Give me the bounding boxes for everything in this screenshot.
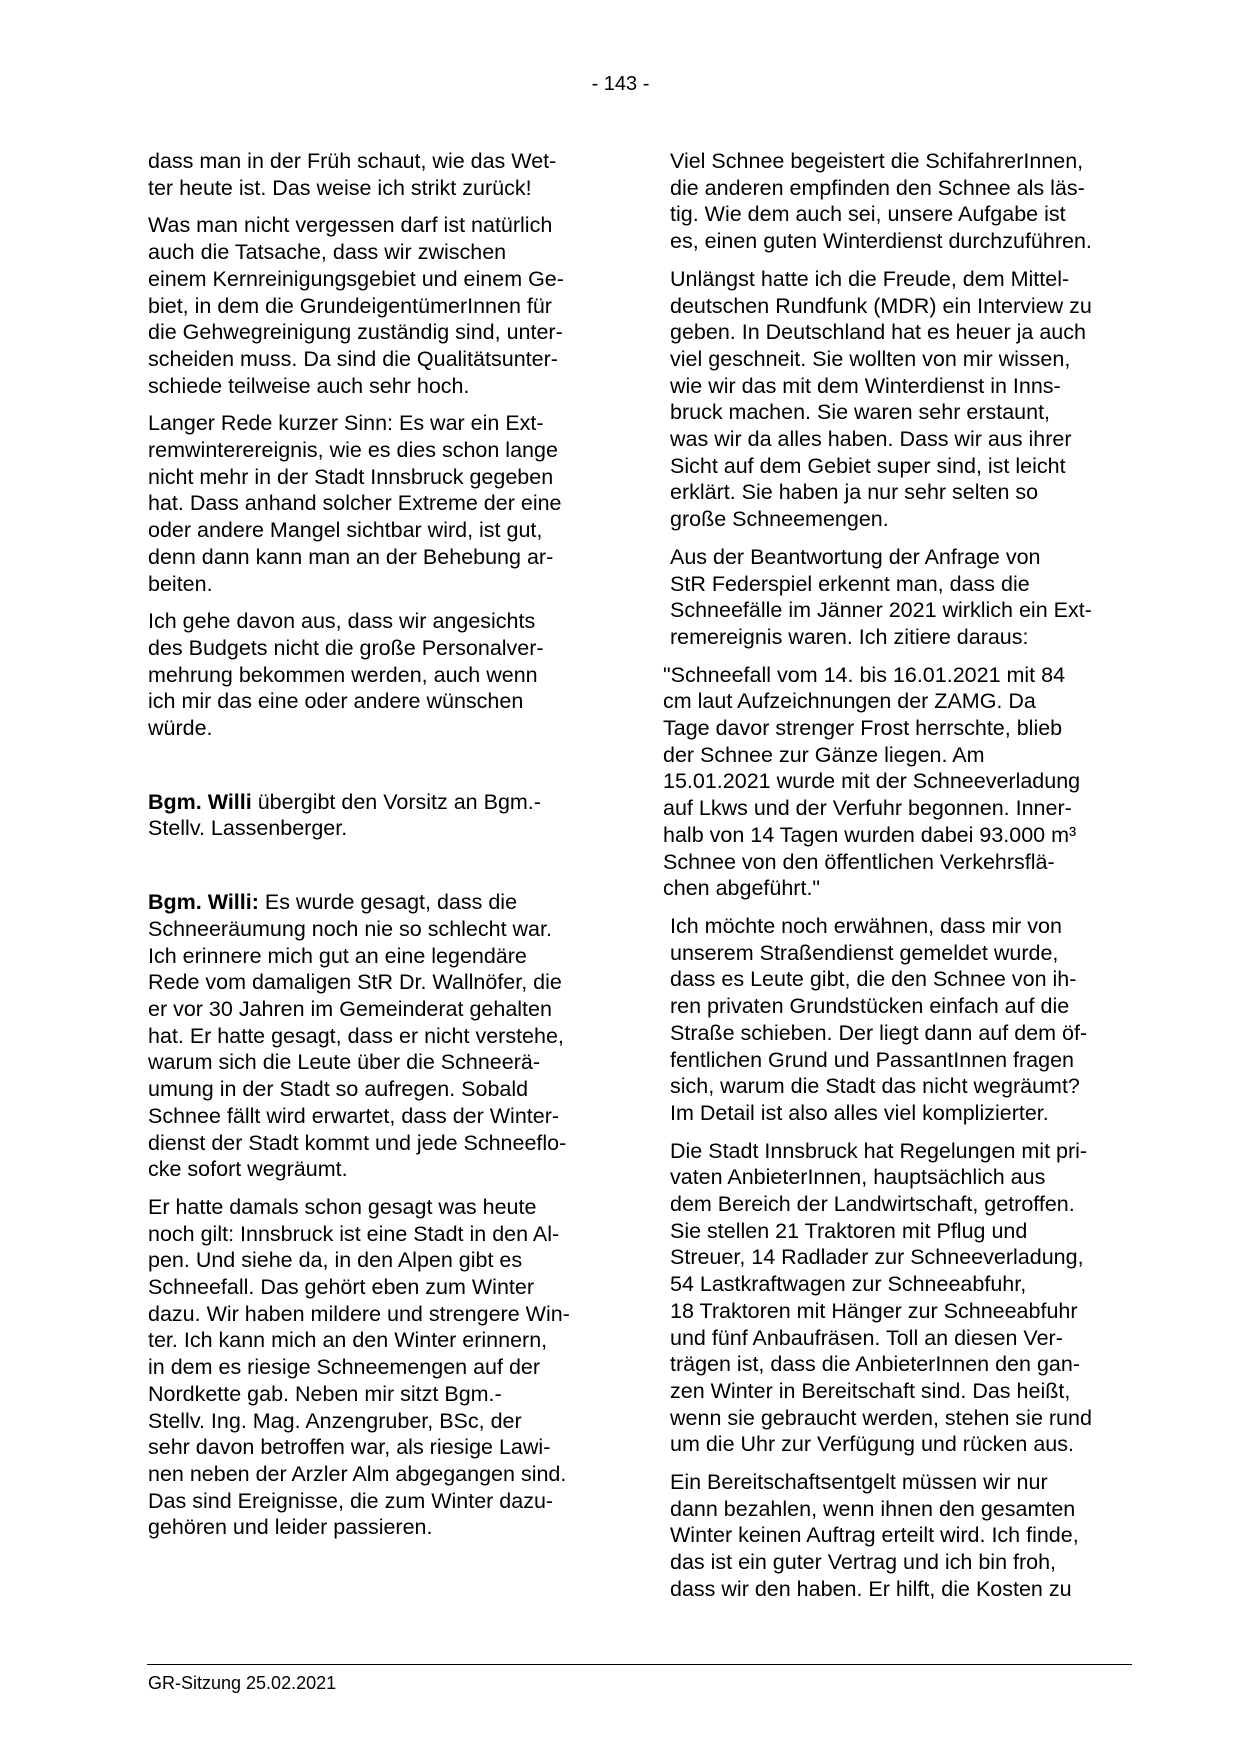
text-line: 54 Lastkraftwagen zur Schneeabfuhr, (670, 1272, 1027, 1297)
text-line: würde. (148, 716, 213, 741)
text-line: StR Federspiel erkennt man, dass die (670, 571, 1030, 596)
page-number: - 143 - (591, 73, 650, 95)
text-line: schiede teilweise auch sehr hoch. (148, 373, 470, 398)
speaker-name: Bgm. Willi: (148, 890, 259, 915)
text-line: was wir da alles haben. Dass wir aus ihrer (670, 427, 1072, 452)
text-line: zen Winter in Bereitschaft sind. Das heißt, (670, 1378, 1071, 1403)
text-line: Schneefälle im Jänner 2021 wirklich ein Ext- (670, 598, 1092, 623)
text-line: Winter keinen Auftrag erteilt wird. Ich finde, (670, 1523, 1079, 1548)
text-line: erklärt. Sie haben ja nur sehr selten so (670, 480, 1039, 505)
text-line: mehrung bekommen werden, auch wenn (148, 662, 538, 687)
text-line: ren privaten Grundstücken einfach auf die (670, 994, 1070, 1019)
text-line: dass es Leute gibt, die den Schnee von ih- (670, 967, 1077, 992)
text-line: ich mir das eine oder andere wünschen (148, 689, 524, 714)
text-line: dann bezahlen, wenn ihnen den gesamten (670, 1496, 1076, 1521)
text-line: deutschen Rundfunk (MDR) ein Interview zu (670, 293, 1092, 318)
speaker-name: Bgm. Willi (148, 789, 252, 814)
text-line: die Gehwegreinigung zuständig sind, unter- (148, 320, 563, 345)
text-line: er vor 30 Jahren im Gemeinderat gehalten (148, 996, 552, 1021)
text-line: Ich möchte noch erwähnen, dass mir von (670, 913, 1062, 938)
text-line: Tage davor strenger Frost herrschte, blieb (663, 716, 1063, 741)
right-column (663, 148, 1125, 1614)
text-line: denn dann kann man an der Behebung ar- (148, 544, 554, 569)
text-line: vaten AnbieterInnen, hauptsächlich aus (670, 1165, 1046, 1190)
speaker-paragraph (148, 789, 608, 842)
text-line (148, 789, 608, 816)
text-line: nicht mehr in der Stadt Innsbruck gegeben (148, 464, 554, 489)
text-line: dass wir den haben. Er hilft, die Kosten zu (670, 1576, 1072, 1601)
text-line: Er hatte damals schon gesagt was heute (148, 1194, 537, 1219)
text-line: biet, in dem die GrundeigentümerInnen für (148, 293, 552, 318)
paragraph (670, 544, 1125, 651)
text-line: ter heute ist. Das weise ich strikt zurück! (148, 175, 532, 200)
text-line (148, 889, 608, 916)
text-line: pen. Und siehe da, in den Alpen gibt es (148, 1248, 523, 1273)
text-line: chen abgeführt." (663, 876, 821, 901)
text-line: umung in der Stadt so aufregen. Sobald (148, 1077, 529, 1102)
text-line: fentlichen Grund und PassantInnen fragen (670, 1047, 1075, 1072)
text-line: Schnee fällt wird erwartet, dass der Winter- (148, 1103, 560, 1128)
text-fragment: übergibt den Vorsitz an Bgm.- (251, 789, 541, 814)
text-line: dem Bereich der Landwirtschaft, getroffen. (670, 1192, 1075, 1217)
text-line: Streuer, 14 Radlader zur Schneeverladung, (670, 1245, 1084, 1270)
paragraph (148, 148, 608, 201)
text-line: Viel Schnee begeistert die SchifahrerInnen, (670, 149, 1084, 173)
text-line: remwinterereignis, wie es dies schon lange (148, 438, 558, 463)
text-line: ter. Ich kann mich an den Winter erinnern, (148, 1328, 548, 1353)
text-line: auf Lkws und der Verfuhr begonnen. Inner- (663, 796, 1072, 821)
text-line: hat. Dass anhand solcher Extreme der eine (148, 491, 562, 516)
text-line: remereignis waren. Ich zitiere daraus: (670, 624, 1029, 649)
text-line: bruck machen. Sie waren sehr erstaunt, (670, 400, 1051, 425)
paragraph (670, 1469, 1125, 1603)
text-line: warum sich die Leute über die Schneerä- (148, 1050, 540, 1075)
text-line: der Schnee zur Gänze liegen. Am (663, 742, 985, 767)
paragraph (670, 266, 1125, 533)
text-line: "Schneefall vom 14. bis 16.01.2021 mit 84 (663, 662, 1066, 687)
text-line: Das sind Ereignisse, die zum Winter dazu- (148, 1488, 554, 1513)
text-line: cke sofort wegräumt. (148, 1157, 348, 1182)
paragraph (670, 148, 1125, 255)
text-line: oder andere Mangel sichtbar wird, ist gut, (148, 518, 543, 543)
text-line: auch die Tatsache, dass wir zwischen (148, 240, 507, 265)
text-line: Sie stellen 21 Traktoren mit Pflug und (670, 1218, 1028, 1243)
text-line: 18 Traktoren mit Hänger zur Schneeabfuhr (670, 1298, 1078, 1323)
text-line: 15.01.2021 wurde mit der Schneeverladung (663, 769, 1081, 794)
text-line: Straße schieben. Der liegt dann auf dem öf- (670, 1020, 1088, 1045)
paragraph (148, 410, 608, 597)
text-line: Was man nicht vergessen darf ist natürlich (148, 213, 553, 238)
text-line: Langer Rede kurzer Sinn: Es war ein Ext- (148, 411, 544, 436)
paragraph (148, 608, 608, 742)
text-line: geben. In Deutschland hat es heuer ja auch (670, 320, 1086, 345)
text-line: Sicht auf dem Gebiet super sind, ist leicht (670, 453, 1066, 478)
text-line: dienst der Stadt kommt und jede Schneeflo- (148, 1130, 567, 1155)
footer-divider (147, 1664, 1132, 1665)
text-line: Schneefall. Das gehört eben zum Winter (148, 1275, 535, 1300)
quote-paragraph (663, 662, 1125, 902)
paragraph (148, 1194, 608, 1541)
text-line: Schneeräumung noch nie so schlecht war. (148, 916, 552, 941)
text-line: einem Kernreinigungsgebiet und einem Ge- (148, 266, 564, 291)
text-line: noch gilt: Innsbruck ist eine Stadt in den Al- (148, 1221, 560, 1246)
text-line: wie wir das mit dem Winterdienst in Inns- (670, 373, 1061, 398)
text-line: Die Stadt Innsbruck hat Regelungen mit pri- (670, 1138, 1088, 1163)
text-line: des Budgets nicht die große Personalver- (148, 635, 544, 660)
text-line: und fünf Anbaufräsen. Toll an diesen Ver- (670, 1325, 1063, 1350)
paragraph (670, 1138, 1125, 1458)
text-line: sich, warum die Stadt das nicht wegräumt? (670, 1074, 1080, 1099)
text-line: cm laut Aufzeichnungen der ZAMG. Da (663, 689, 1036, 714)
text-line: hat. Er hatte gesagt, dass er nicht verstehe, (148, 1023, 564, 1048)
speaker-paragraph (148, 889, 608, 1183)
text-line: dass man in der Früh schaut, wie das Wet- (148, 149, 557, 173)
text-line: die anderen empfinden den Schnee als läs- (670, 175, 1085, 200)
text-line: um die Uhr zur Verfügung und rücken aus. (670, 1432, 1074, 1457)
text-line: das ist ein guter Vertrag und ich bin froh, (670, 1550, 1057, 1575)
text-line: Im Detail ist also alles viel komplizierter. (670, 1100, 1049, 1125)
text-line: nen neben der Arzler Alm abgegangen sind. (148, 1461, 567, 1486)
text-line: Stellv. Lassenberger. (148, 816, 348, 841)
text-line: Stellv. Ing. Mag. Anzengruber, BSc, der (148, 1408, 522, 1433)
text-line: Unlängst hatte ich die Freude, dem Mittel- (670, 266, 1070, 291)
paragraph (148, 212, 608, 399)
text-line: Ein Bereitschaftsentgelt müssen wir nur (670, 1470, 1048, 1495)
text-line: wenn sie gebraucht werden, stehen sie rund (670, 1405, 1092, 1430)
text-line: Ich erinnere mich gut an eine legendäre (148, 943, 527, 968)
text-line: große Schneemengen. (670, 507, 889, 532)
text-line: tig. Wie dem auch sei, unsere Aufgabe ist (670, 202, 1066, 227)
text-line: Aus der Beantwortung der Anfrage von (670, 544, 1041, 569)
text-fragment: Es wurde gesagt, dass die (258, 890, 518, 915)
text-line: gehören und leider passieren. (148, 1515, 433, 1540)
text-line: Ich gehe davon aus, dass wir angesichts (148, 609, 536, 634)
text-line: Schnee von den öffentlichen Verkehrsflä- (663, 849, 1055, 874)
text-line: unserem Straßendienst gemeldet wurde, (670, 940, 1059, 965)
text-line: Nordkette gab. Neben mir sitzt Bgm.- (148, 1381, 502, 1406)
paragraph (670, 913, 1125, 1127)
text-line: trägen ist, dass die AnbieterInnen den gan- (670, 1352, 1080, 1377)
text-line: dazu. Wir haben mildere und strengere Win- (148, 1301, 570, 1326)
text-line: halb von 14 Tagen wurden dabei 93.000 m³ (663, 822, 1077, 847)
left-column (148, 148, 608, 1552)
text-line: Rede vom damaligen StR Dr. Wallnöfer, die (148, 970, 562, 995)
text-line: in dem es riesige Schneemengen auf der (148, 1355, 541, 1380)
text-line: sehr davon betroffen war, als riesige Lawi- (148, 1435, 551, 1460)
footer-text: GR-Sitzung 25.02.2021 (148, 1673, 337, 1693)
text-line: beiten. (148, 571, 213, 596)
text-line: es, einen guten Winterdienst durchzuführen. (670, 229, 1092, 254)
text-line: viel geschneit. Sie wollten von mir wissen, (670, 346, 1071, 371)
text-line: scheiden muss. Da sind die Qualitätsunter- (148, 346, 558, 371)
